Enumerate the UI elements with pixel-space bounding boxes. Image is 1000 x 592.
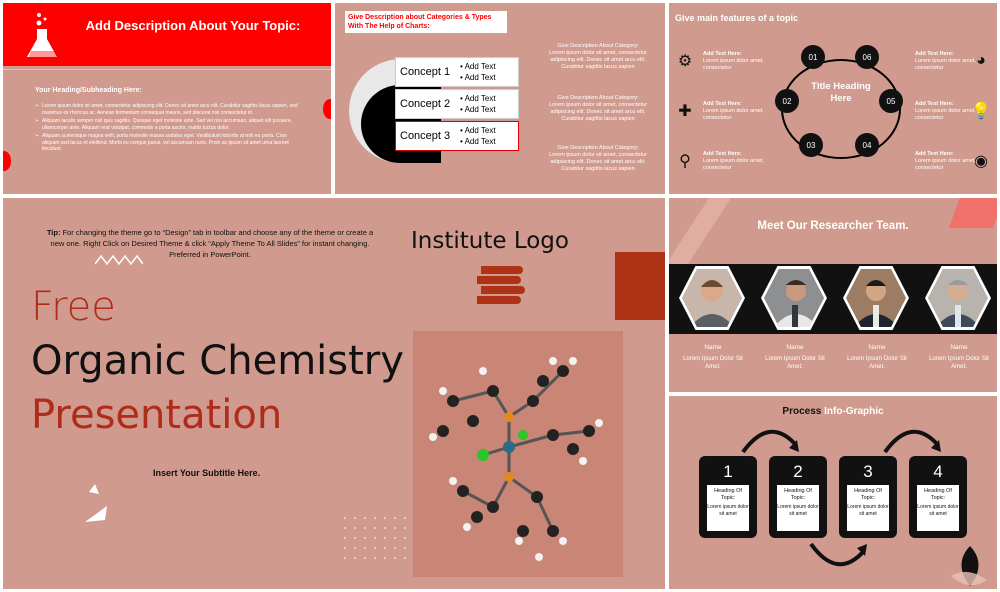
concept-box: [395, 89, 519, 119]
feature-number: 06: [855, 45, 879, 69]
puzzle-icon: ✚: [678, 103, 692, 120]
title-part: Process: [782, 406, 825, 417]
step-text: Lorem ipsum dolor sit amet: [777, 504, 819, 517]
member-desc: Lorem Ipsum Dolor Sit Amet.: [929, 356, 989, 370]
slide-thumbnail-description[interactable]: [3, 3, 331, 194]
slide-thumbnail-team[interactable]: [669, 198, 997, 392]
triangle-decor: [81, 484, 111, 524]
slide-thumbnail-process[interactable]: [669, 396, 997, 589]
bullet-item: ➢ Lorem ipsum dolor sit amet, consectetur adipiscing elit. Donec sit amet arcu elit. Curabitur sagittis lacus sapien, sed maximus ex rhoncus ac. Aenean fermentum consequat mauris, sed placerat nisl consectetur id.: [35, 103, 305, 116]
member-desc: Lorem Ipsum Dolor Sit Amet.: [683, 356, 743, 370]
slide-title: Give main features of a topic: [675, 13, 799, 23]
feature-heading: Add Text Here:: [703, 101, 742, 107]
step-heading: Heading Of Topic:: [784, 488, 812, 501]
slide-thumbnail-title[interactable]: [3, 198, 665, 589]
bullet-list: [35, 103, 305, 155]
title-part: Info-Graphic: [824, 406, 884, 417]
feature-heading: Add Text Here:: [703, 51, 742, 57]
feature-text: [703, 51, 781, 72]
concept-text: • Add Text: [460, 105, 496, 114]
concept-name: Concept 3: [400, 130, 451, 142]
category-heading: Give Description About Category:: [557, 145, 639, 151]
concept-text: • Add Text: [460, 126, 496, 135]
feature-heading: Add Text Here:: [915, 101, 954, 107]
subheading: Your Heading/Subheading Here:: [35, 87, 142, 94]
step-heading: Heading Of Topic:: [854, 488, 882, 501]
slide-title: Add Description About Your Topic:: [85, 18, 301, 33]
tip-body: For changing the theme go to “Design” tab in toolbar and choose any of the theme or create a new one. Right Click on Desired Theme & click “Apply Theme To All Slides” for instant changing. Preferred in PowerPoint.: [50, 228, 374, 259]
arrow-icon: [741, 422, 801, 456]
member-card: [757, 344, 833, 371]
arrow-icon: [883, 422, 943, 456]
divider: [3, 69, 331, 70]
center-title: Title Heading Here: [811, 81, 871, 104]
process-step: [699, 456, 757, 538]
feature-body: Lorem ipsum dolor amet, consectetur: [703, 58, 764, 71]
bullet-item: ➢ Aliquam iaculis semper nisl quis sagittis. Quisque eget molestie ante. Sed vel nisi accumsan, aliquet elit posuere, ullamcorper ante. Aliquam erat volutpat, commodo a porta auctor, mattis luctus dolor.: [35, 118, 305, 131]
avatar: [764, 269, 824, 327]
member-card: [675, 344, 751, 371]
step-number: 1: [723, 462, 733, 481]
category-text: Lorem ipsum dolor sit amet, consectetur adipiscing elit. Donec sit amet arcu elit. Curabitur sagittis lacus sapien: [549, 102, 647, 122]
concept-text: • Add Text: [460, 62, 496, 71]
decor-circle: [3, 151, 11, 171]
title-organic-chemistry: Organic Chemistry: [31, 338, 404, 384]
member-name: Name: [868, 344, 886, 351]
concept-name: Concept 2: [400, 98, 451, 110]
slide-title: [669, 406, 997, 417]
category-description: [543, 95, 653, 123]
slide-title: Give Description about Categories & Types With The Help of Charts:: [348, 14, 492, 30]
category-text: Lorem ipsum dolor sit amet, consectetur adipiscing elit. Donec sit amet arcu elit. Curabitur sagittis lacus sapien: [549, 50, 647, 70]
member-name: Name: [704, 344, 722, 351]
slide-thumbnail-features[interactable]: [669, 3, 997, 194]
concept-text: • Add Text: [460, 94, 496, 103]
feature-number: 04: [855, 133, 879, 157]
decor-rectangle: [615, 252, 665, 320]
member-desc: Lorem Ipsum Dolor Sit Amet.: [847, 356, 907, 370]
concept-box: [395, 57, 519, 87]
feature-heading: Add Text Here:: [703, 151, 742, 157]
feature-text: [915, 101, 993, 122]
category-text: Lorem ipsum dolor sit amet, consectetur adipiscing elit. Donec sit amet arcu elit. Curabitur sagittis lacus sapien: [549, 152, 647, 172]
step-heading: Heading Of Topic:: [924, 488, 952, 501]
feature-body: Lorem ipsum dolor amet, consectetur: [915, 158, 976, 171]
member-card: [921, 344, 997, 371]
feature-number: 03: [799, 133, 823, 157]
member-card: [839, 344, 915, 371]
category-heading: Give Description About Category:: [557, 95, 639, 101]
title-presentation: Presentation: [31, 392, 283, 438]
concept-text: • Add Text: [460, 137, 496, 146]
avatar: [682, 269, 742, 327]
feature-body: Lorem ipsum dolor amet, consectetur: [915, 58, 976, 71]
concept-name: Concept 1: [400, 66, 451, 78]
feature-body: Lorem ipsum dolor amet, consectetur: [915, 108, 976, 121]
step-text: Lorem ipsum dolor sit amet: [707, 504, 749, 517]
feature-heading: Add Text Here:: [915, 151, 954, 157]
slide-title-box: [345, 11, 507, 33]
dot-grid-decor: [343, 516, 413, 566]
process-step: [839, 456, 897, 538]
process-step: [769, 456, 827, 538]
feature-text: [915, 51, 993, 72]
magnifier-icon: ⚲: [679, 153, 691, 170]
zigzag-decor: [95, 254, 143, 266]
feature-text: [915, 151, 993, 172]
step-number: 4: [933, 462, 943, 481]
pie-chart-icon: ◕: [976, 52, 986, 69]
feature-text: [703, 151, 781, 172]
category-description: [543, 43, 653, 71]
lightbulb-icon: 💡: [971, 103, 991, 120]
institute-logo-text: Institute Logo: [411, 228, 569, 254]
feature-text: [703, 101, 781, 122]
head-gears-icon: ⚙: [677, 53, 693, 70]
eye-icon: ◉: [974, 153, 988, 170]
tip-label: Tip:: [46, 228, 61, 237]
step-heading: Heading Of Topic:: [714, 488, 742, 501]
step-text: Lorem ipsum dolor sit amet: [847, 504, 889, 517]
step-text: Lorem ipsum dolor sit amet: [917, 504, 959, 517]
avatar: [846, 269, 906, 327]
molecule-image: [413, 331, 623, 577]
feature-number: 01: [801, 45, 825, 69]
step-number: 3: [863, 462, 873, 481]
molecule-model-illustration: [413, 331, 623, 577]
title-free: Free: [31, 284, 116, 330]
process-step: [909, 456, 967, 538]
member-desc: Lorem Ipsum Dolor Sit Amet.: [765, 356, 825, 370]
avatar: [928, 269, 988, 327]
concept-text: • Add Text: [460, 73, 496, 82]
books-icon: [473, 266, 525, 306]
feature-number: 05: [879, 89, 903, 113]
slide-thumbnail-categories[interactable]: [335, 3, 665, 194]
slide-title: Meet Our Researcher Team.: [757, 220, 909, 232]
concept-box: [395, 121, 519, 151]
subtitle: Insert Your Subtitle Here.: [153, 468, 261, 478]
arrow-icon: [809, 540, 869, 574]
feature-heading: Add Text Here:: [915, 51, 954, 57]
member-name: Name: [786, 344, 804, 351]
flask-icon: [25, 11, 61, 61]
feature-number: 02: [775, 89, 799, 113]
category-description: [543, 145, 653, 173]
category-heading: Give Description About Category:: [557, 43, 639, 49]
member-name: Name: [950, 344, 968, 351]
step-number: 2: [793, 462, 803, 481]
leaf-decor: [947, 546, 993, 588]
feature-body: Lorem ipsum dolor amet, consectetur: [703, 108, 764, 121]
feature-body: Lorem ipsum dolor amet, consectetur: [703, 158, 764, 171]
bullet-item: ➢ Aliquam scelerisque magna velit, porta molestie massa sodales eget. Vestibulum lobortis at mih eu porta. Cras aliquam sed lacus et eleifend. Morbi eu congue purus, vel accumsan nunc. Proin ac ipsum sit amet urna laoreet tincidunt.: [35, 133, 305, 153]
decor-circle: [323, 99, 331, 119]
